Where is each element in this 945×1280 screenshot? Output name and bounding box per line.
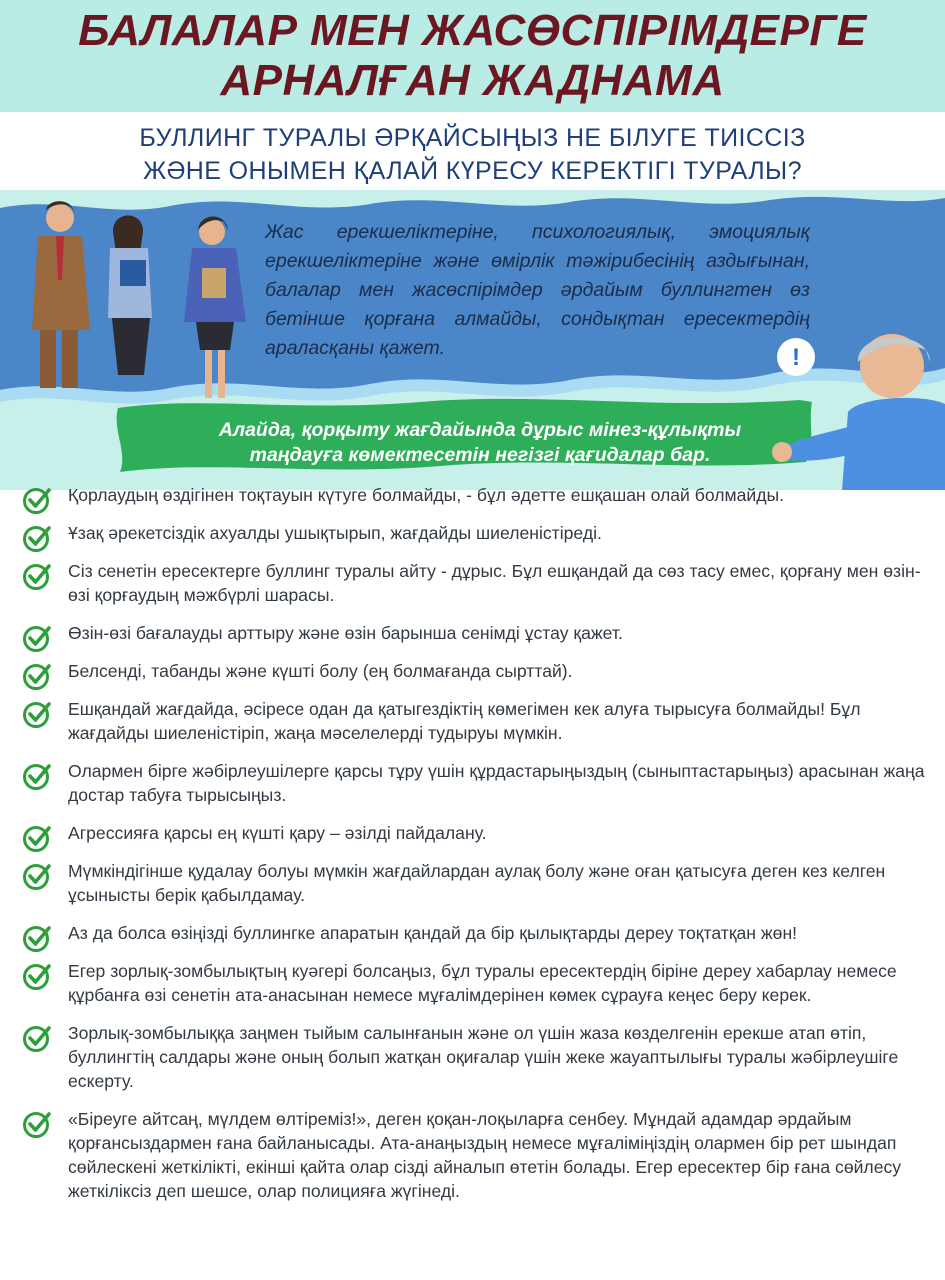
rule-item	[20, 859, 932, 907]
rule-text: Зорлық-зомбылыққа заңмен тыйым салынғанын және ол үшін жаза көзделгенін ерекше атап өтіп, буллингтің салдары және оның болып жатқан оқиғалар үшін жеке жауаптылығы туралы жәбірлеушіге ескерту.	[68, 1023, 899, 1091]
check-circle-icon	[22, 823, 52, 853]
rule-text: Сіз сенетін ересектерге буллинг туралы айту - дұрыс. Бұл ешқандай да сөз тасу емес, қорғану мен өзін-өзі қорғаудың мәжбүрлі шарасы.	[68, 561, 921, 605]
rule-text: Өзін-өзі бағалауды арттыру және өзін барынша сенімді ұстау қажет.	[68, 623, 623, 643]
rule-item	[20, 521, 932, 545]
rule-text: Белсенді, табанды және күшті болу (ең болмағанда сырттай).	[68, 661, 573, 681]
rule-text: Мүмкіндігінше қудалау болуы мүмкін жағдайлардан аулақ болу және оған қатысуға деген кез келген ұсынысты берік қабылдамау.	[68, 861, 886, 905]
check-circle-icon	[22, 961, 52, 991]
rule-item	[20, 659, 932, 683]
page-title	[0, 6, 945, 106]
rule-item	[20, 1107, 932, 1203]
check-circle-icon	[22, 485, 52, 515]
callout-line-1: Алайда, қорқыту жағдайында дұрыс мінез-құлықты	[218, 419, 742, 441]
rule-item	[20, 821, 932, 845]
exclamation-badge-symbol: !	[792, 344, 800, 371]
header-band	[0, 0, 945, 112]
subtitle-band	[0, 112, 945, 202]
rule-item	[20, 959, 932, 1007]
rule-item	[20, 697, 932, 745]
rule-item	[20, 483, 932, 507]
rule-text: Аз да болса өзіңізді буллингке апаратын қандай да бір қылықтарды дереу тоқтатқан жөн!	[68, 923, 798, 943]
rule-item	[20, 1021, 932, 1093]
title-line-1: БАЛАЛАР МЕН ЖАСӨСПІРІМДЕРГЕ	[78, 6, 867, 55]
hero-section	[0, 190, 945, 490]
subtitle-line-1: БУЛЛИНГ ТУРАЛЫ ӘРҚАЙСЫҢЫЗ НЕ БІЛУГЕ ТИІССІЗ	[139, 124, 806, 152]
rules-list	[20, 483, 932, 1217]
rule-text: Ешқандай жағдайда, әсіресе одан да қатыгездіктің көмегімен кек алуға тырысуға болмайды! Бұл жағдайды шиеленістіріп, жаңа мәселелерді тудыруы мүмкін.	[68, 699, 861, 743]
check-circle-icon	[22, 523, 52, 553]
rule-item	[20, 759, 932, 807]
check-circle-icon	[22, 561, 52, 591]
intro-paragraph: Жас ерекшеліктеріне, психологиялық, эмоциялық ерекшеліктеріне және өмірлік тәжірибесінің аздығынан, балалар мен жасөспірімдер әрдайым буллингтен өз бетінше қорғана алмайды, сондықтан ересектердің араласқаны қажет.	[265, 221, 810, 359]
check-circle-icon	[22, 761, 52, 791]
rule-text: Егер зорлық-зомбылықтың куәгері болсаңыз, бұл туралы ересектердің біріне дереу хабарлау немесе құрбанға өзі сенетін ата-анасынан немесе мұғалімдерінен көмек сұрауға кеңес беру керек.	[68, 961, 897, 1005]
rule-text: «Біреуге айтсаң, мүлдем өлтіреміз!», деген қоқан-лоқыларға сенбеу. Мұндай адамдар әрдайым қорғансыздармен ғана байланысады. Ата-анаңыздың немесе мұғаліміңіздің олармен бір рет шындап сөйлескені жеткілікті, екінші қайта олар сізді айналып өтетін болады. Егер ересектер бір ғана сөйлесу жеткіліксіз деп шешсе, олар полицияға жүгінеді.	[68, 1109, 902, 1201]
callout-text	[150, 418, 810, 468]
rule-text: Қорлаудың өздігінен тоқтауын күтуге болмайды, - бұл әдетте ешқашан олай болмайды.	[68, 485, 785, 505]
check-circle-icon	[22, 1023, 52, 1053]
rule-text: Олармен бірге жәбірлеушілерге қарсы тұру үшін құрдастарыңыздың (сыныптастарыңыз) арасынан жаңа достар табуға тырысыңыз.	[68, 761, 925, 805]
check-circle-icon	[22, 1109, 52, 1139]
check-circle-icon	[22, 623, 52, 653]
check-circle-icon	[22, 923, 52, 953]
check-circle-icon	[22, 861, 52, 891]
check-circle-icon	[22, 699, 52, 729]
rule-item	[20, 621, 932, 645]
subtitle-line-2: ЖӘНЕ ОНЫМЕН ҚАЛАЙ КҮРЕСУ КЕРЕКТІГІ ТУРАЛЫ?	[143, 157, 802, 185]
rule-item	[20, 559, 932, 607]
callout-line-2: таңдауға көмектесетін негізгі қағидалар бар.	[249, 444, 711, 466]
rule-item	[20, 921, 932, 945]
rule-text: Агрессияға қарсы ең күшті қару – әзілді пайдалану.	[68, 823, 487, 843]
title-line-2: АРНАЛҒАН ЖАДНАМА	[220, 56, 725, 105]
subtitle	[0, 122, 945, 188]
check-circle-icon	[22, 661, 52, 691]
rule-text: Ұзақ әрекетсіздік ахуалды ушықтырып, жағдайды шиеленістіреді.	[68, 523, 602, 543]
